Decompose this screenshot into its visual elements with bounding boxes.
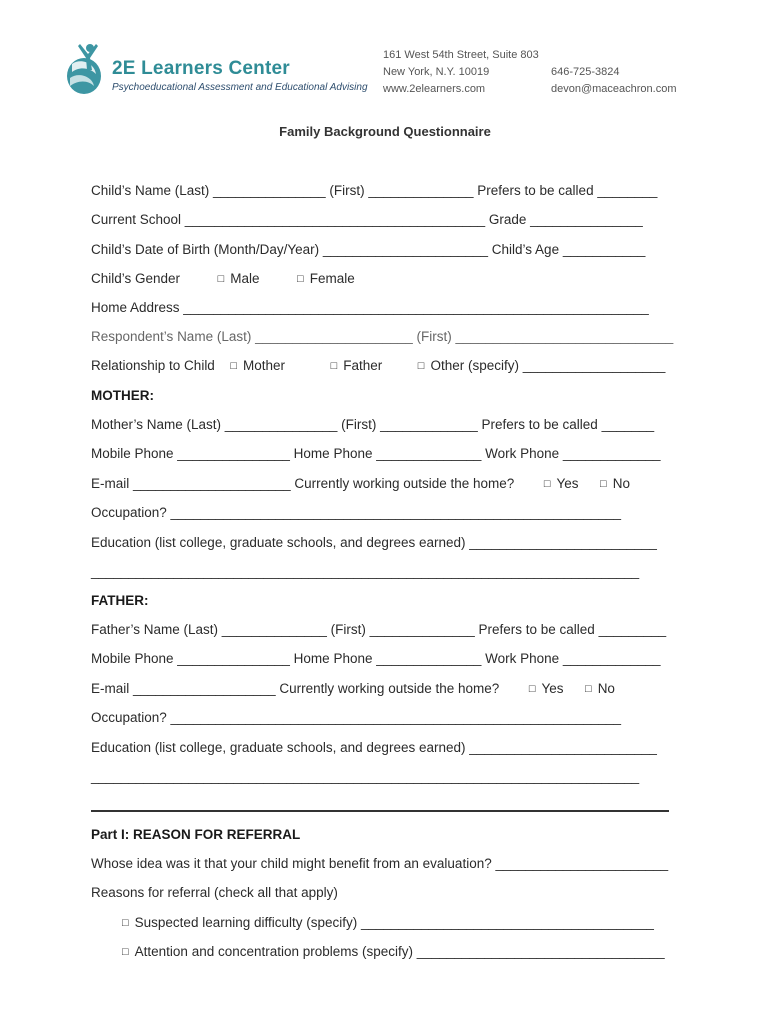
section-divider: [91, 810, 669, 812]
mother-heading: MOTHER:: [91, 388, 154, 403]
mother-working-no-label: No: [612, 476, 630, 491]
father-email-field[interactable]: E-mail ___________________ Currently working outside the home?: [91, 681, 500, 696]
relationship-label: Relationship to Child: [91, 358, 215, 373]
website-link[interactable]: www.2elearners.com: [383, 83, 486, 95]
gender-female-label: Female: [309, 271, 355, 286]
father-phone-field[interactable]: Mobile Phone _______________ Home Phone ______________ Work Phone _____________: [91, 651, 661, 666]
child-dob-field[interactable]: Child’s Date of Birth (Month/Day/Year) ______________________ Child’s Age ___________: [91, 242, 646, 257]
relationship-other-field[interactable]: Other (specify) ___________________: [430, 358, 666, 373]
phone-number: 646-725-3824: [551, 66, 620, 78]
relationship-father-label: Father: [343, 358, 383, 373]
gender-label: Child’s Gender: [91, 271, 181, 286]
mother-email-field[interactable]: E-mail _____________________ Currently working outside the home?: [91, 476, 515, 491]
brand-name: 2E Learners Center: [112, 58, 290, 79]
contact-address: [383, 47, 539, 98]
reason-learning-field[interactable]: Suspected learning difficulty (specify) _______________________________________: [134, 915, 654, 930]
father-heading: FATHER:: [91, 593, 149, 608]
mother-phone-field[interactable]: Mobile Phone _______________ Home Phone ______________ Work Phone _____________: [91, 446, 661, 461]
mother-working-yes-label: Yes: [556, 476, 579, 491]
checkbox-icon[interactable]: □: [122, 917, 129, 929]
relationship-row: [91, 358, 665, 375]
father-email-row: [91, 681, 615, 698]
part1-heading: Part I: REASON FOR REFERRAL: [91, 827, 301, 842]
checkbox-icon[interactable]: □: [217, 273, 225, 285]
checkbox-icon[interactable]: □: [122, 946, 129, 958]
current-school-field[interactable]: Current School ________________________________________ Grade _______________: [91, 212, 643, 227]
address-line1: 161 West 54th Street, Suite 803: [383, 49, 539, 61]
checkbox-icon[interactable]: □: [330, 360, 338, 372]
father-name-field[interactable]: Father’s Name (Last) ______________ (First) ______________ Prefers to be called _________: [91, 622, 667, 637]
mother-name-field[interactable]: Mother’s Name (Last) _______________ (First) _____________ Prefers to be called _______: [91, 417, 655, 432]
respondent-name-field[interactable]: Respondent’s Name (Last) _____________________ (First) _____________________________: [91, 329, 674, 344]
address-line2: New York, N.Y. 10019: [383, 66, 490, 78]
reasons-label: Reasons for referral (check all that apply): [91, 885, 338, 900]
logo-icon: [66, 40, 114, 96]
checkbox-icon[interactable]: □: [417, 360, 425, 372]
contact-phone-email: [551, 64, 677, 98]
checkbox-icon[interactable]: □: [585, 683, 592, 695]
father-working-yes-label: Yes: [541, 681, 564, 696]
reason-attention-row: [122, 944, 665, 961]
email-link[interactable]: devon@maceachron.com: [551, 83, 677, 95]
whose-idea-field[interactable]: Whose idea was it that your child might benefit from an evaluation? _______________________: [91, 856, 669, 871]
child-gender-row: [91, 271, 355, 288]
reason-attention-field[interactable]: Attention and concentration problems (specify) _________________________________: [134, 944, 665, 959]
reason-learning-row: [122, 915, 654, 932]
checkbox-icon[interactable]: □: [528, 683, 536, 695]
page-title: Family Background Questionnaire: [279, 124, 491, 139]
child-name-field[interactable]: Child’s Name (Last) _______________ (First) ______________ Prefers to be called ________: [91, 183, 658, 198]
gender-male-label: Male: [230, 271, 260, 286]
brand-tagline: Psychoeducational Assessment and Educational Advising: [112, 82, 368, 93]
father-working-no-label: No: [597, 681, 615, 696]
checkbox-icon[interactable]: □: [543, 478, 551, 490]
checkbox-icon[interactable]: □: [600, 478, 607, 490]
father-education-continued-field[interactable]: _________________________________________________________________________: [91, 769, 640, 784]
mother-occupation-field[interactable]: Occupation? ____________________________________________________________: [91, 505, 622, 520]
mother-email-row: [91, 476, 630, 493]
father-occupation-field[interactable]: Occupation? ____________________________________________________________: [91, 710, 622, 725]
checkbox-icon[interactable]: □: [230, 360, 238, 372]
checkbox-icon[interactable]: □: [297, 273, 304, 285]
home-address-field[interactable]: Home Address ______________________________________________________________: [91, 300, 649, 315]
mother-education-continued-field[interactable]: _________________________________________________________________________: [91, 564, 640, 579]
mother-education-field[interactable]: Education (list college, graduate schools, and degrees earned) _________________________: [91, 535, 657, 550]
relationship-mother-label: Mother: [243, 358, 286, 373]
father-education-field[interactable]: Education (list college, graduate schools, and degrees earned) _________________________: [91, 740, 657, 755]
